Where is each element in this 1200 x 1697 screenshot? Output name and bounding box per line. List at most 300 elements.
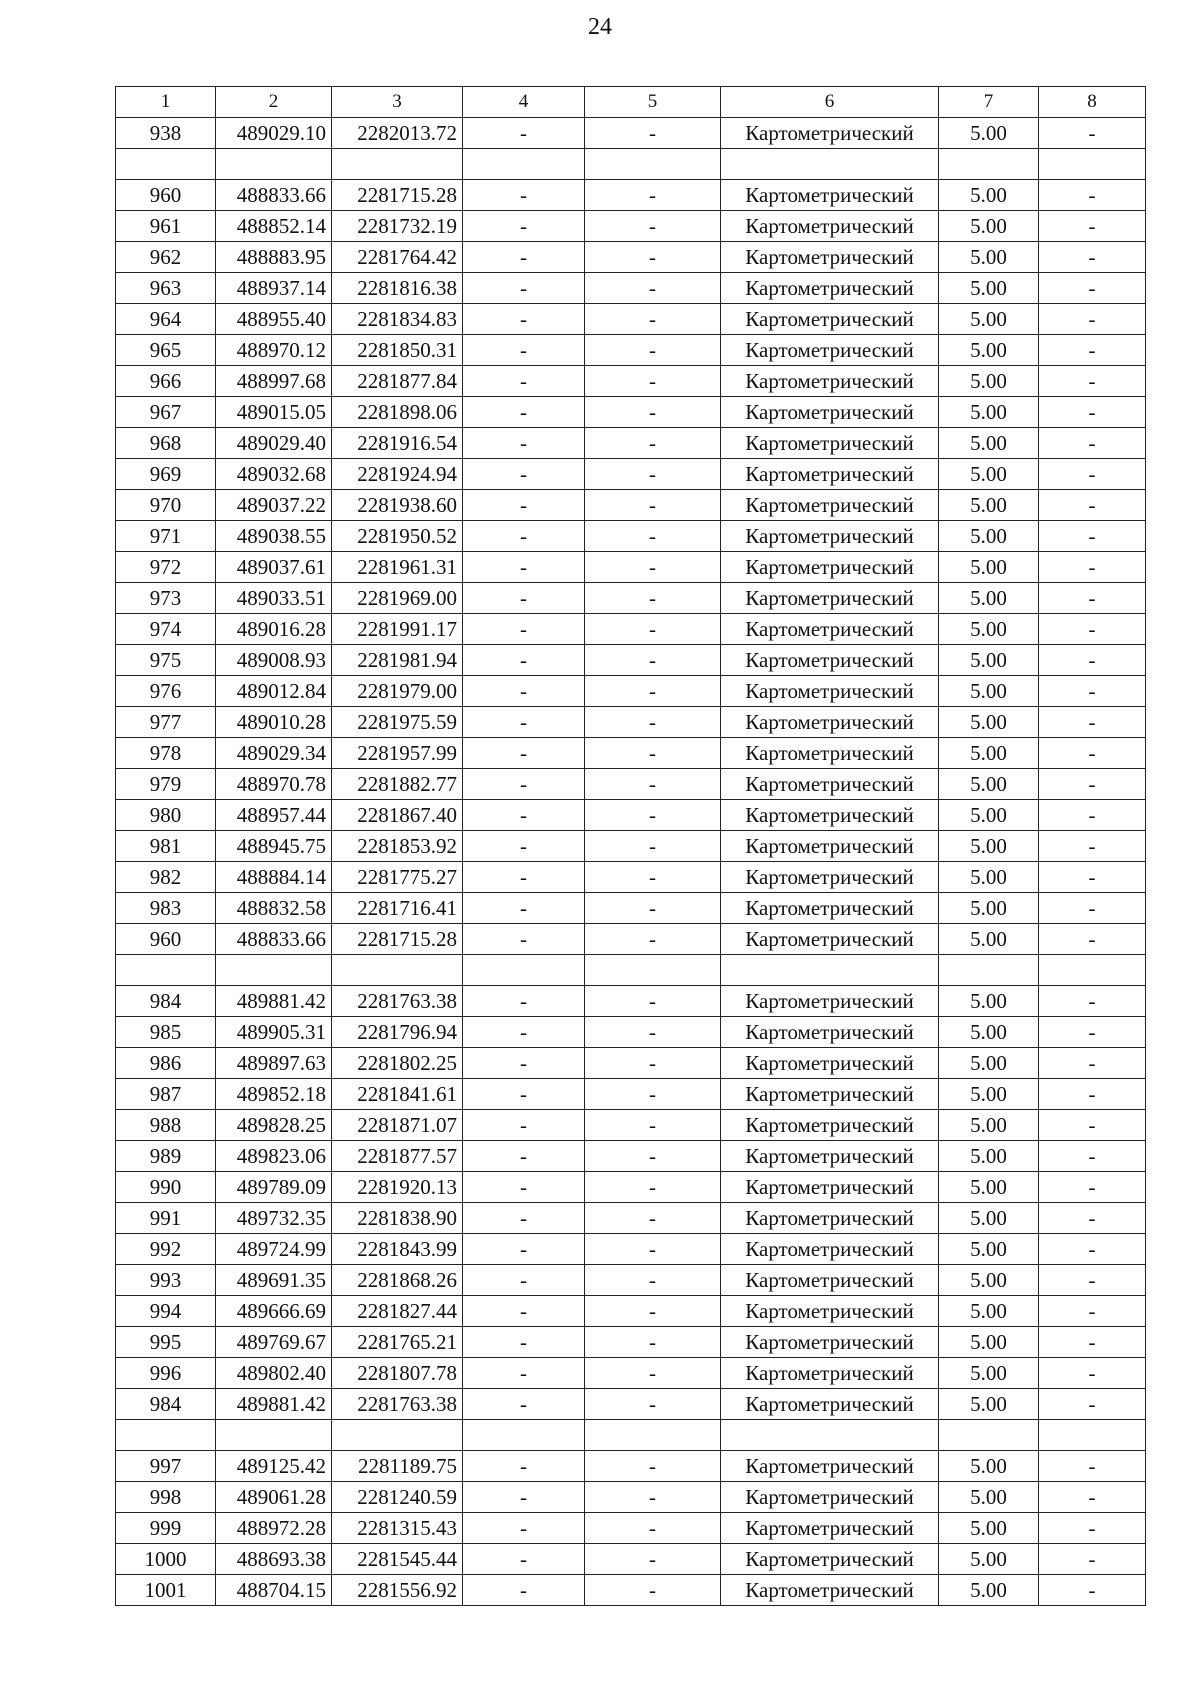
- point-number-cell: 999: [116, 1513, 216, 1544]
- table-row: [116, 397, 1146, 428]
- column-5-cell: -: [585, 1110, 721, 1141]
- column-8-cell: -: [1039, 893, 1146, 924]
- point-number-cell: 971: [116, 521, 216, 552]
- x-coordinate-cell: 489881.42: [216, 986, 332, 1017]
- column-4-cell: -: [463, 552, 585, 583]
- column-5-cell: -: [585, 428, 721, 459]
- x-coordinate-cell: 489125.42: [216, 1451, 332, 1482]
- accuracy-cell: 5.00: [939, 366, 1039, 397]
- accuracy-cell: 5.00: [939, 707, 1039, 738]
- column-4-cell: -: [463, 118, 585, 149]
- y-coordinate-cell: 2281938.60: [332, 490, 463, 521]
- column-5-cell: -: [585, 707, 721, 738]
- table-row: [116, 1451, 1146, 1482]
- y-coordinate-cell: 2281189.75: [332, 1451, 463, 1482]
- x-coordinate-cell: 489724.99: [216, 1234, 332, 1265]
- point-number-cell: 986: [116, 1048, 216, 1079]
- accuracy-cell: 5.00: [939, 738, 1039, 769]
- y-coordinate-cell: 2281850.31: [332, 335, 463, 366]
- column-4-cell: -: [463, 1327, 585, 1358]
- column-4-cell: -: [463, 707, 585, 738]
- point-number-cell: 989: [116, 1141, 216, 1172]
- method-cell: Картометрический: [721, 304, 939, 335]
- column-4-cell: -: [463, 1482, 585, 1513]
- x-coordinate-cell: 488693.38: [216, 1544, 332, 1575]
- column-8-cell: -: [1039, 614, 1146, 645]
- x-coordinate-cell: 489008.93: [216, 645, 332, 676]
- table-row: [116, 149, 1146, 180]
- column-8-cell: [1039, 149, 1146, 180]
- table-row: [116, 1017, 1146, 1048]
- column-8-cell: -: [1039, 1575, 1146, 1606]
- accuracy-cell: 5.00: [939, 645, 1039, 676]
- column-4-cell: -: [463, 366, 585, 397]
- x-coordinate-cell: 488970.12: [216, 335, 332, 366]
- accuracy-cell: [939, 955, 1039, 986]
- y-coordinate-cell: 2281763.38: [332, 986, 463, 1017]
- table-row: [116, 1513, 1146, 1544]
- table-row: [116, 180, 1146, 211]
- x-coordinate-cell: 488852.14: [216, 211, 332, 242]
- table-body: [116, 118, 1146, 1606]
- table-row: [116, 366, 1146, 397]
- x-coordinate-cell: 489769.67: [216, 1327, 332, 1358]
- accuracy-cell: 5.00: [939, 986, 1039, 1017]
- table-row: [116, 676, 1146, 707]
- accuracy-cell: 5.00: [939, 831, 1039, 862]
- point-number-cell: 980: [116, 800, 216, 831]
- column-8-cell: -: [1039, 831, 1146, 862]
- y-coordinate-cell: 2281853.92: [332, 831, 463, 862]
- table-row: [116, 1296, 1146, 1327]
- accuracy-cell: 5.00: [939, 521, 1039, 552]
- column-4-cell: -: [463, 1265, 585, 1296]
- y-coordinate-cell: 2281877.57: [332, 1141, 463, 1172]
- method-cell: Картометрический: [721, 1172, 939, 1203]
- column-8-cell: -: [1039, 1048, 1146, 1079]
- y-coordinate-cell: 2281981.94: [332, 645, 463, 676]
- table-row: [116, 583, 1146, 614]
- point-number-cell: 974: [116, 614, 216, 645]
- column-4-cell: -: [463, 242, 585, 273]
- column-5-cell: -: [585, 645, 721, 676]
- column-5-cell: -: [585, 862, 721, 893]
- accuracy-cell: 5.00: [939, 273, 1039, 304]
- page-number: 24: [588, 14, 612, 40]
- method-cell: Картометрический: [721, 1327, 939, 1358]
- method-cell: Картометрический: [721, 645, 939, 676]
- table-row: [116, 428, 1146, 459]
- y-coordinate-cell: 2281802.25: [332, 1048, 463, 1079]
- accuracy-cell: 5.00: [939, 924, 1039, 955]
- x-coordinate-cell: 488884.14: [216, 862, 332, 893]
- header-row: [116, 87, 1146, 118]
- method-cell: Картометрический: [721, 1513, 939, 1544]
- point-number-cell: [116, 1420, 216, 1451]
- y-coordinate-cell: [332, 1420, 463, 1451]
- x-coordinate-cell: 488704.15: [216, 1575, 332, 1606]
- method-cell: Картометрический: [721, 738, 939, 769]
- column-5-cell: -: [585, 676, 721, 707]
- y-coordinate-cell: 2281838.90: [332, 1203, 463, 1234]
- x-coordinate-cell: 489061.28: [216, 1482, 332, 1513]
- method-cell: Картометрический: [721, 986, 939, 1017]
- column-4-cell: -: [463, 1389, 585, 1420]
- point-number-cell: 995: [116, 1327, 216, 1358]
- point-number-cell: 984: [116, 1389, 216, 1420]
- accuracy-cell: 5.00: [939, 1327, 1039, 1358]
- method-cell: Картометрический: [721, 1544, 939, 1575]
- x-coordinate-cell: 489029.34: [216, 738, 332, 769]
- table-row: [116, 1389, 1146, 1420]
- table-row: [116, 800, 1146, 831]
- y-coordinate-cell: 2281920.13: [332, 1172, 463, 1203]
- table-row: [116, 924, 1146, 955]
- table-row: [116, 831, 1146, 862]
- column-4-cell: -: [463, 924, 585, 955]
- column-4-cell: -: [463, 273, 585, 304]
- accuracy-cell: 5.00: [939, 862, 1039, 893]
- method-cell: Картометрический: [721, 1110, 939, 1141]
- x-coordinate-cell: 488937.14: [216, 273, 332, 304]
- column-4-cell: -: [463, 428, 585, 459]
- column-8-cell: -: [1039, 1358, 1146, 1389]
- method-cell: Картометрический: [721, 1389, 939, 1420]
- table-row: [116, 521, 1146, 552]
- method-cell: Картометрический: [721, 1482, 939, 1513]
- column-4-cell: -: [463, 893, 585, 924]
- column-5-cell: -: [585, 1172, 721, 1203]
- method-cell: Картометрический: [721, 924, 939, 955]
- x-coordinate-cell: 489666.69: [216, 1296, 332, 1327]
- table-row: [116, 645, 1146, 676]
- method-cell: Картометрический: [721, 459, 939, 490]
- table-row: [116, 1079, 1146, 1110]
- column-4-cell: -: [463, 1172, 585, 1203]
- point-number-cell: 979: [116, 769, 216, 800]
- table-row: [116, 614, 1146, 645]
- x-coordinate-cell: 489823.06: [216, 1141, 332, 1172]
- table-row: [116, 707, 1146, 738]
- column-5-cell: -: [585, 583, 721, 614]
- method-cell: Картометрический: [721, 831, 939, 862]
- column-8-cell: -: [1039, 1451, 1146, 1482]
- y-coordinate-cell: 2281877.84: [332, 366, 463, 397]
- accuracy-cell: 5.00: [939, 1575, 1039, 1606]
- accuracy-cell: 5.00: [939, 1451, 1039, 1482]
- column-4-cell: -: [463, 676, 585, 707]
- column-8-cell: -: [1039, 1079, 1146, 1110]
- column-5-cell: -: [585, 1048, 721, 1079]
- accuracy-cell: 5.00: [939, 304, 1039, 335]
- point-number-cell: 962: [116, 242, 216, 273]
- table-row: [116, 459, 1146, 490]
- column-4-cell: [463, 149, 585, 180]
- column-5-cell: -: [585, 1079, 721, 1110]
- method-cell: Картометрический: [721, 1358, 939, 1389]
- method-cell: Картометрический: [721, 614, 939, 645]
- accuracy-cell: 5.00: [939, 1234, 1039, 1265]
- accuracy-cell: 5.00: [939, 1544, 1039, 1575]
- method-cell: Картометрический: [721, 1048, 939, 1079]
- column-8-cell: -: [1039, 645, 1146, 676]
- column-5-cell: -: [585, 1296, 721, 1327]
- column-8-cell: -: [1039, 1482, 1146, 1513]
- table-row: [116, 490, 1146, 521]
- y-coordinate-cell: 2281764.42: [332, 242, 463, 273]
- point-number-cell: 938: [116, 118, 216, 149]
- y-coordinate-cell: 2281732.19: [332, 211, 463, 242]
- column-8-cell: -: [1039, 707, 1146, 738]
- accuracy-cell: 5.00: [939, 335, 1039, 366]
- point-number-cell: 966: [116, 366, 216, 397]
- column-4-cell: -: [463, 1544, 585, 1575]
- accuracy-cell: 5.00: [939, 1203, 1039, 1234]
- y-coordinate-cell: 2281715.28: [332, 180, 463, 211]
- y-coordinate-cell: 2281315.43: [332, 1513, 463, 1544]
- column-8-cell: [1039, 955, 1146, 986]
- y-coordinate-cell: 2281991.17: [332, 614, 463, 645]
- column-8-cell: -: [1039, 1513, 1146, 1544]
- table-row: [116, 1234, 1146, 1265]
- point-number-cell: 960: [116, 180, 216, 211]
- y-coordinate-cell: 2281796.94: [332, 1017, 463, 1048]
- point-number-cell: 985: [116, 1017, 216, 1048]
- column-header: 6: [721, 87, 939, 118]
- y-coordinate-cell: 2281827.44: [332, 1296, 463, 1327]
- point-number-cell: 965: [116, 335, 216, 366]
- table-row: [116, 1358, 1146, 1389]
- column-8-cell: -: [1039, 1389, 1146, 1420]
- column-5-cell: -: [585, 800, 721, 831]
- accuracy-cell: 5.00: [939, 1358, 1039, 1389]
- table-row: [116, 1327, 1146, 1358]
- column-4-cell: -: [463, 583, 585, 614]
- column-8-cell: -: [1039, 211, 1146, 242]
- method-cell: Картометрический: [721, 273, 939, 304]
- column-4-cell: -: [463, 1203, 585, 1234]
- y-coordinate-cell: 2281240.59: [332, 1482, 463, 1513]
- column-5-cell: -: [585, 552, 721, 583]
- point-number-cell: 1000: [116, 1544, 216, 1575]
- column-5-cell: -: [585, 521, 721, 552]
- x-coordinate-cell: 489037.61: [216, 552, 332, 583]
- column-8-cell: -: [1039, 986, 1146, 1017]
- accuracy-cell: 5.00: [939, 180, 1039, 211]
- y-coordinate-cell: 2281950.52: [332, 521, 463, 552]
- x-coordinate-cell: 489012.84: [216, 676, 332, 707]
- method-cell: Картометрический: [721, 800, 939, 831]
- column-8-cell: -: [1039, 521, 1146, 552]
- x-coordinate-cell: [216, 1420, 332, 1451]
- accuracy-cell: 5.00: [939, 552, 1039, 583]
- accuracy-cell: [939, 149, 1039, 180]
- accuracy-cell: 5.00: [939, 242, 1039, 273]
- column-8-cell: -: [1039, 738, 1146, 769]
- x-coordinate-cell: 488972.28: [216, 1513, 332, 1544]
- accuracy-cell: 5.00: [939, 800, 1039, 831]
- table-row: [116, 1172, 1146, 1203]
- column-header: 5: [585, 87, 721, 118]
- method-cell: Картометрический: [721, 552, 939, 583]
- column-8-cell: -: [1039, 800, 1146, 831]
- column-header: 1: [116, 87, 216, 118]
- x-coordinate-cell: 489032.68: [216, 459, 332, 490]
- accuracy-cell: 5.00: [939, 1017, 1039, 1048]
- column-8-cell: -: [1039, 335, 1146, 366]
- column-5-cell: -: [585, 459, 721, 490]
- x-coordinate-cell: 488945.75: [216, 831, 332, 862]
- column-header: 3: [332, 87, 463, 118]
- column-5-cell: -: [585, 180, 721, 211]
- table-row: [116, 986, 1146, 1017]
- x-coordinate-cell: 489828.25: [216, 1110, 332, 1141]
- column-5-cell: -: [585, 366, 721, 397]
- point-number-cell: 991: [116, 1203, 216, 1234]
- accuracy-cell: 5.00: [939, 1513, 1039, 1544]
- x-coordinate-cell: 489732.35: [216, 1203, 332, 1234]
- accuracy-cell: 5.00: [939, 893, 1039, 924]
- method-cell: Картометрический: [721, 366, 939, 397]
- accuracy-cell: 5.00: [939, 490, 1039, 521]
- table-row: [116, 242, 1146, 273]
- column-5-cell: -: [585, 118, 721, 149]
- x-coordinate-cell: 489038.55: [216, 521, 332, 552]
- accuracy-cell: 5.00: [939, 1172, 1039, 1203]
- accuracy-cell: 5.00: [939, 1141, 1039, 1172]
- method-cell: Картометрический: [721, 1141, 939, 1172]
- column-5-cell: -: [585, 738, 721, 769]
- point-number-cell: 976: [116, 676, 216, 707]
- method-cell: Картометрический: [721, 707, 939, 738]
- column-5-cell: -: [585, 335, 721, 366]
- column-5-cell: [585, 149, 721, 180]
- column-header: 8: [1039, 87, 1146, 118]
- table-row: [116, 893, 1146, 924]
- x-coordinate-cell: 488833.66: [216, 924, 332, 955]
- table-row: [116, 304, 1146, 335]
- column-5-cell: -: [585, 304, 721, 335]
- method-cell: Картометрический: [721, 118, 939, 149]
- y-coordinate-cell: [332, 955, 463, 986]
- method-cell: Картометрический: [721, 1017, 939, 1048]
- point-number-cell: 960: [116, 924, 216, 955]
- column-8-cell: -: [1039, 366, 1146, 397]
- column-4-cell: -: [463, 1017, 585, 1048]
- point-number-cell: [116, 955, 216, 986]
- column-5-cell: -: [585, 1451, 721, 1482]
- point-number-cell: 997: [116, 1451, 216, 1482]
- column-4-cell: -: [463, 1513, 585, 1544]
- table-row: [116, 335, 1146, 366]
- point-number-cell: 990: [116, 1172, 216, 1203]
- column-4-cell: -: [463, 459, 585, 490]
- x-coordinate-cell: 489897.63: [216, 1048, 332, 1079]
- accuracy-cell: 5.00: [939, 397, 1039, 428]
- y-coordinate-cell: 2281763.38: [332, 1389, 463, 1420]
- y-coordinate-cell: 2281841.61: [332, 1079, 463, 1110]
- accuracy-cell: 5.00: [939, 211, 1039, 242]
- x-coordinate-cell: 489029.40: [216, 428, 332, 459]
- method-cell: [721, 149, 939, 180]
- point-number-cell: 973: [116, 583, 216, 614]
- y-coordinate-cell: 2281816.38: [332, 273, 463, 304]
- column-5-cell: -: [585, 1575, 721, 1606]
- column-header: 2: [216, 87, 332, 118]
- column-8-cell: -: [1039, 1172, 1146, 1203]
- method-cell: Картометрический: [721, 583, 939, 614]
- column-8-cell: -: [1039, 1265, 1146, 1296]
- accuracy-cell: 5.00: [939, 769, 1039, 800]
- point-number-cell: [116, 149, 216, 180]
- point-number-cell: 983: [116, 893, 216, 924]
- point-number-cell: 975: [116, 645, 216, 676]
- table-row: [116, 118, 1146, 149]
- column-5-cell: -: [585, 1203, 721, 1234]
- x-coordinate-cell: 489016.28: [216, 614, 332, 645]
- method-cell: Картометрический: [721, 1451, 939, 1482]
- column-8-cell: -: [1039, 552, 1146, 583]
- y-coordinate-cell: 2281957.99: [332, 738, 463, 769]
- point-number-cell: 963: [116, 273, 216, 304]
- y-coordinate-cell: 2281924.94: [332, 459, 463, 490]
- column-5-cell: -: [585, 614, 721, 645]
- method-cell: Картометрический: [721, 1265, 939, 1296]
- x-coordinate-cell: 489789.09: [216, 1172, 332, 1203]
- method-cell: [721, 1420, 939, 1451]
- accuracy-cell: 5.00: [939, 118, 1039, 149]
- column-4-cell: -: [463, 1048, 585, 1079]
- y-coordinate-cell: 2281545.44: [332, 1544, 463, 1575]
- method-cell: Картометрический: [721, 397, 939, 428]
- method-cell: Картометрический: [721, 521, 939, 552]
- column-8-cell: -: [1039, 428, 1146, 459]
- coordinates-table: [115, 86, 1146, 1606]
- column-5-cell: -: [585, 831, 721, 862]
- column-8-cell: -: [1039, 118, 1146, 149]
- point-number-cell: 984: [116, 986, 216, 1017]
- column-5-cell: -: [585, 273, 721, 304]
- x-coordinate-cell: 489905.31: [216, 1017, 332, 1048]
- column-4-cell: -: [463, 645, 585, 676]
- y-coordinate-cell: 2281775.27: [332, 862, 463, 893]
- column-4-cell: -: [463, 211, 585, 242]
- column-8-cell: -: [1039, 180, 1146, 211]
- column-5-cell: -: [585, 1482, 721, 1513]
- y-coordinate-cell: 2281882.77: [332, 769, 463, 800]
- point-number-cell: 992: [116, 1234, 216, 1265]
- column-8-cell: -: [1039, 862, 1146, 893]
- column-4-cell: -: [463, 490, 585, 521]
- column-4-cell: [463, 955, 585, 986]
- table-row: [116, 1110, 1146, 1141]
- point-number-cell: 981: [116, 831, 216, 862]
- column-5-cell: -: [585, 769, 721, 800]
- column-8-cell: -: [1039, 397, 1146, 428]
- accuracy-cell: 5.00: [939, 1079, 1039, 1110]
- y-coordinate-cell: 2281843.99: [332, 1234, 463, 1265]
- x-coordinate-cell: 489033.51: [216, 583, 332, 614]
- point-number-cell: 1001: [116, 1575, 216, 1606]
- column-4-cell: -: [463, 862, 585, 893]
- column-5-cell: -: [585, 1234, 721, 1265]
- column-8-cell: [1039, 1420, 1146, 1451]
- method-cell: Картометрический: [721, 676, 939, 707]
- column-4-cell: -: [463, 1451, 585, 1482]
- column-8-cell: -: [1039, 1141, 1146, 1172]
- column-8-cell: -: [1039, 1544, 1146, 1575]
- accuracy-cell: [939, 1420, 1039, 1451]
